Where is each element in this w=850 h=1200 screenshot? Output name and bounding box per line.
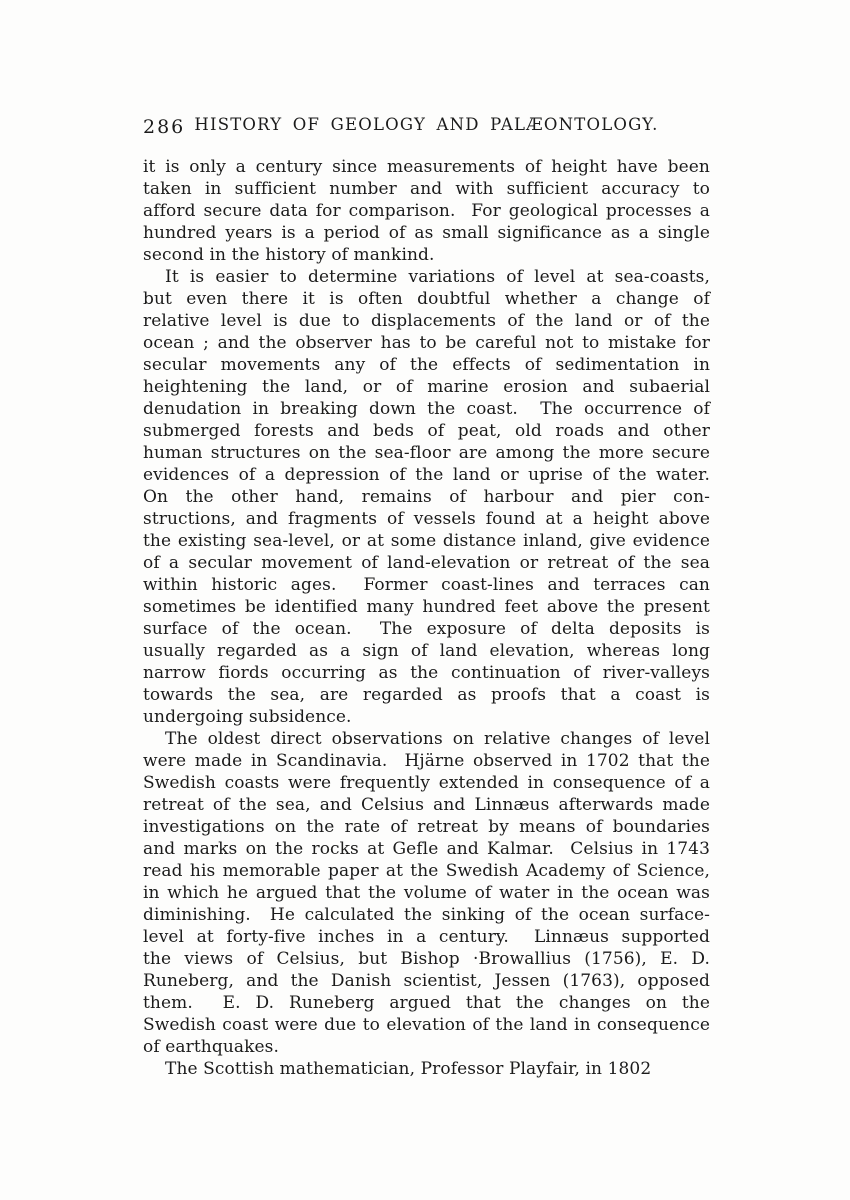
text-line: were made in Scandinavia. Hjärne observed in 1702 that the [143,751,710,771]
text-line: secular movements any of the effects of sedimentation in [143,355,710,375]
text-line: second in the history of mankind. [143,245,435,265]
paragraph [143,266,710,728]
text-line: surface of the ocean. The exposure of delta deposits is [143,619,710,639]
text-line: undergoing subsidence. [143,707,352,727]
paragraph [143,728,710,1058]
text-line: the existing sea-level, or at some distance inland, give evidence [143,531,710,551]
text-line: retreat of the sea, and Celsius and Linnæus afterwards made [143,795,710,815]
text-line: of a secular movement of land-elevation or retreat of the sea [143,553,710,573]
text-line: but even there it is often doubtful whether a change of [143,289,710,309]
text-line: in which he argued that the volume of water in the ocean was [143,883,710,903]
paragraph [143,1058,710,1080]
text-line: evidences of a depression of the land or uprise of the water. [143,465,710,485]
text-line: the views of Celsius, but Bishop ·Browallius (1756), E. D. [143,949,710,969]
text-line: structions, and fragments of vessels found at a height above [143,509,710,529]
text-line: On the other hand, remains of harbour and pier con- [143,487,710,507]
text-block [143,156,710,1080]
text-line: hundred years is a period of as small significance as a single [143,223,710,243]
text-line: human structures on the sea-floor are among the more secure [143,443,710,463]
text-line: relative level is due to displacements of the land or of the [143,311,710,331]
text-line: taken in sufficient number and with sufficient accuracy to [143,179,710,199]
page-number: 286 [143,116,186,138]
running-title: HISTORY OF GEOLOGY AND PALÆONTOLOGY. [194,115,659,134]
text-line: them. E. D. Runeberg argued that the changes on the [143,993,710,1013]
text-line: Swedish coasts were frequently extended in consequence of a [143,773,710,793]
text-line: diminishing. He calculated the sinking of the ocean surface- [143,905,710,925]
text-line: within historic ages. Former coast-lines and terraces can [143,575,710,595]
text-line: investigations on the rate of retreat by means of boundaries [143,817,710,837]
text-line: narrow fiords occurring as the continuation of river-valleys [143,663,710,683]
text-line: level at forty-five inches in a century. Linnæus supported [143,927,710,947]
paragraph [143,156,710,266]
text-line: and marks on the rocks at Gefle and Kalmar. Celsius in 1743 [143,839,710,859]
page-header [143,115,710,139]
text-line: The oldest direct observations on relative changes of level [165,729,710,749]
text-line: usually regarded as a sign of land elevation, whereas long [143,641,710,661]
text-line: afford secure data for comparison. For geological processes a [143,201,710,221]
text-line: towards the sea, are regarded as proofs that a coast is [143,685,710,705]
text-line: submerged forests and beds of peat, old roads and other [143,421,710,441]
text-line: Runeberg, and the Danish scientist, Jessen (1763), opposed [143,971,710,991]
text-line: ocean ; and the observer has to be careful not to mistake for [143,333,710,353]
text-line: it is only a century since measurements of height have been [143,157,710,177]
text-line: sometimes be identified many hundred feet above the present [143,597,710,617]
text-line: read his memorable paper at the Swedish Academy of Science, [143,861,710,881]
text-line: The Scottish mathematician, Professor Playfair, in 1802 [165,1059,652,1079]
text-line: It is easier to determine variations of level at sea-coasts, [165,267,710,287]
text-line: heightening the land, or of marine erosion and subaerial [143,377,710,397]
text-line: Swedish coast were due to elevation of the land in consequence [143,1015,710,1035]
text-line: denudation in breaking down the coast. The occurrence of [143,399,710,419]
text-line: of earthquakes. [143,1037,279,1057]
